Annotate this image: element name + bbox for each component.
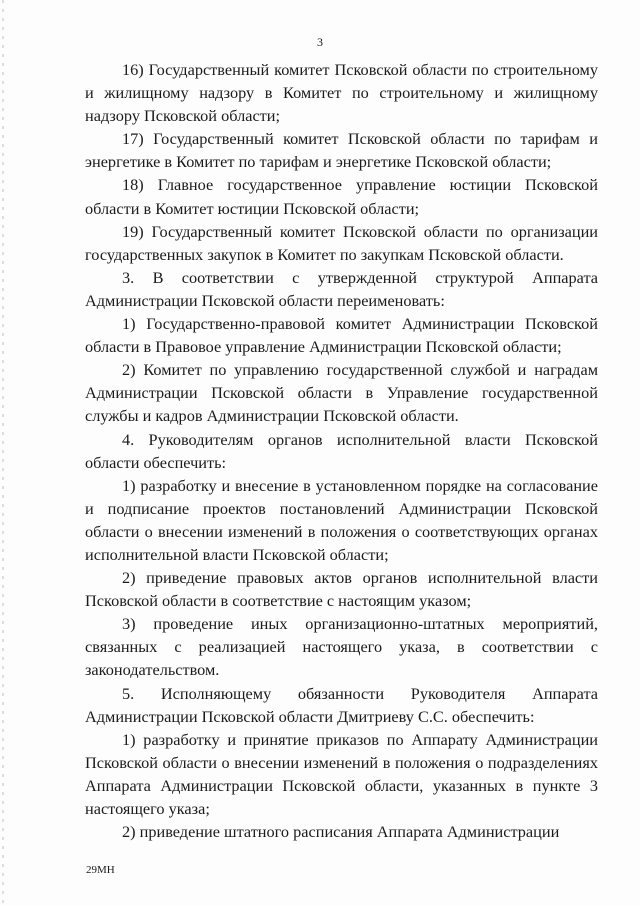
paragraph-4-2: 2) приведение правовых актов органов исполнительной власти Псковской области в соответствие с настоящим указом;	[85, 568, 598, 611]
paragraph-16: 16) Государственный комитет Псковской области по строительному и жилищному надзору в Комитет по строительному и жилищному надзору Псковской области;	[85, 60, 598, 126]
paragraph-19: 19) Государственный комитет Псковской области по организации государственных закупок в Комитет по закупкам Псковской области.	[85, 221, 598, 264]
paragraph-5-1: 1) разработку и принятие приказов по Аппарату Администрации Псковской области о внесении изменений в положения о подразделениях Аппарата Администрации Псковской области, указанных в пункте 3 настоящего указа;	[85, 729, 598, 818]
paragraph-3-1: 1) Государственно-правовой комитет Администрации Псковской области в Правовое управление Администрации Псковской области;	[85, 314, 598, 357]
paragraph-3-2: 2) Комитет по управлению государственной службой и наградам Администрации Псковской области в Управление государственной службы и кадров Администрации Псковской области.	[85, 360, 598, 426]
page-number: 3	[317, 35, 323, 49]
document-body	[85, 58, 598, 843]
footer-code: 29МН	[86, 864, 115, 876]
paragraph-18: 18) Главное государственное управление юстиции Псковской области в Комитет юстиции Псковской области;	[85, 175, 598, 218]
paragraph-5-2: 2) приведение штатного расписания Аппарата Администрации	[122, 822, 560, 842]
paragraph-section-5: 5. Исполняющему обязанности Руководителя Аппарата Администрации Псковской области Дмитриеву С.С. обеспечить:	[85, 683, 598, 726]
scan-edge	[2, 0, 4, 905]
paragraph-4-3: 3) проведение иных организационно-штатных мероприятий, связанных с реализацией настоящего указа, в соответствии с законодательством.	[85, 614, 598, 680]
paragraph-section-3: 3. В соответствии с утвержденной структурой Аппарата Администрации Псковской области переименовать:	[85, 267, 598, 310]
paragraph-4-1: 1) разработку и внесение в установленном порядке на согласование и подписание проектов постановлений Администрации Псковской области о внесении изменений в положения о соответствующих органах исполнительной власти Псковской области;	[85, 475, 598, 564]
paragraph-section-4: 4. Руководителям органов исполнительной власти Псковской области обеспечить:	[85, 429, 598, 472]
paragraph-17: 17) Государственный комитет Псковской области по тарифам и энергетике в Комитет по тарифам и энергетике Псковской области;	[85, 129, 598, 172]
